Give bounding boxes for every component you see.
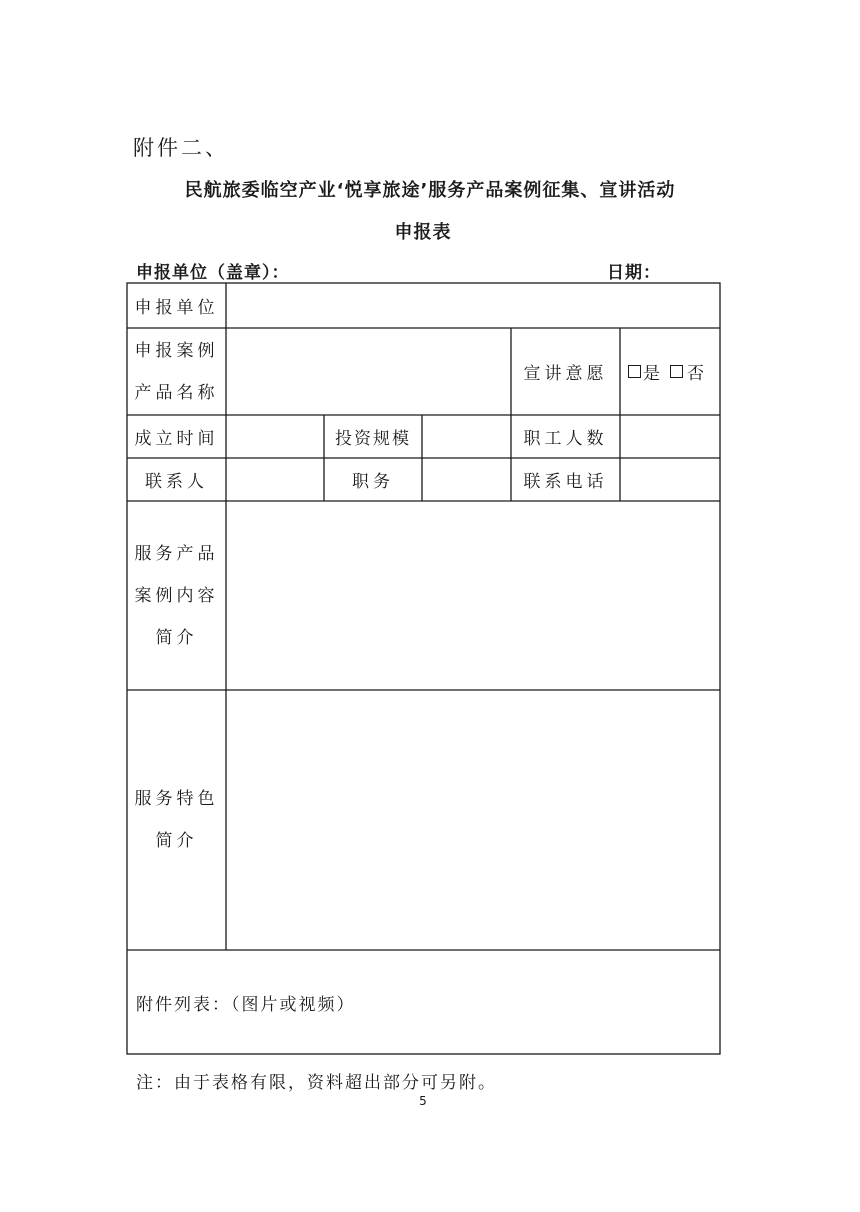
position-label: 职务 [352,472,394,492]
form-subtitle: 申报表 [394,222,452,243]
yes-checkbox[interactable] [628,365,641,378]
investment-field[interactable] [422,415,511,458]
intro-line2: 案例内容 [134,585,219,606]
service-feature-field[interactable] [226,690,720,950]
phone-field[interactable] [620,458,720,501]
employees-field[interactable] [620,415,720,458]
intro-line3: 简介 [155,627,198,648]
page-number: 5 [419,1094,427,1108]
founded-field[interactable] [226,415,324,458]
position-field[interactable] [422,458,511,501]
service-feature-label [127,690,226,950]
applicant-unit-stamp-label: 申报单位（盖章）： [136,263,290,283]
service-intro-field[interactable] [226,501,720,690]
feature-line2: 简介 [155,831,198,851]
applicant-unit-field[interactable] [226,283,720,328]
feature-line1: 服务特色 [134,789,219,809]
case-name-line1: 申报案例 [134,340,219,361]
form-title: 民航旅委临空产业‘悦享旅途’服务产品案例征集、宣讲活动 [184,180,676,201]
footnote: 注：由于表格有限，资料超出部分可另附。 [136,1073,497,1093]
case-product-name-field[interactable] [226,328,511,415]
intro-line1: 服务产品 [134,543,219,564]
attachment-label: 附件二、 [133,136,229,160]
founded-label: 成立时间 [134,429,219,449]
date-label: 日期： [607,263,661,283]
phone-label: 联系电话 [523,472,608,492]
lecture-yes-option[interactable] [628,328,660,415]
lecture-intent-label: 宣讲意愿 [523,364,608,384]
attachment-list-label: 附件列表：（图片或视频） [136,995,356,1015]
contact-field[interactable] [226,458,324,501]
yes-label: 是 [643,364,660,384]
no-label: 否 [687,364,704,384]
investment-label: 投资规模 [335,429,411,449]
employees-label: 职工人数 [523,429,608,449]
applicant-unit-label: 申报单位 [134,298,219,318]
case-name-line2: 产品名称 [134,382,219,403]
no-checkbox[interactable] [670,365,683,378]
attachment-list-field[interactable] [127,950,720,1054]
service-intro-label [127,501,226,690]
case-product-name-label [127,328,226,415]
contact-label: 联系人 [145,472,208,492]
lecture-no-option[interactable] [670,328,704,415]
